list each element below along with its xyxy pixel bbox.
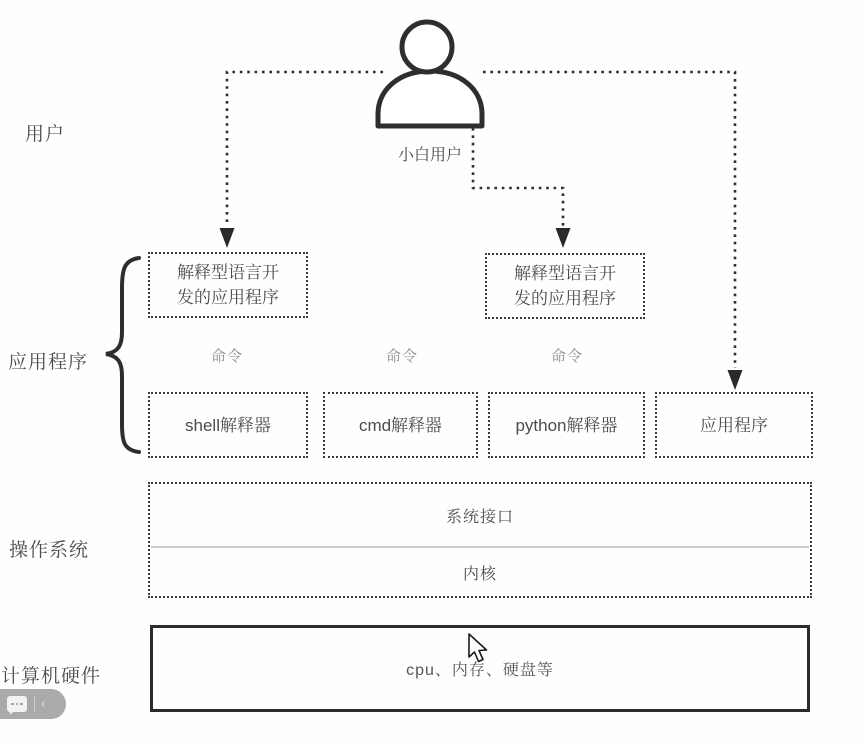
command-label-1: 命令 <box>210 348 243 365</box>
collapse-chevron-icon[interactable]: ‹ <box>41 695 46 712</box>
arrowhead-left-app <box>220 228 235 248</box>
layer-label-os: 操作系统 <box>9 540 90 561</box>
box-cmd-interpreter <box>323 392 478 458</box>
arrowhead-app-program <box>728 370 743 390</box>
command-label-2: 命令 <box>385 348 418 365</box>
box-text: python解释器 <box>515 415 618 435</box>
layer-label-user: 用户 <box>25 124 66 145</box>
actor-label: 小白用户 <box>397 147 462 164</box>
box-text-line: 解释型语言开 <box>514 264 616 283</box>
box-text: shell解释器 <box>185 415 271 435</box>
box-python-interpreter <box>488 392 645 458</box>
os-kernel: 内核 <box>462 565 497 583</box>
connector-user-to-left-app <box>227 72 383 226</box>
arrowhead-right-app <box>556 228 571 248</box>
overlay-toolbar <box>0 689 66 719</box>
box-text: 应用程序 <box>700 415 768 435</box>
toolbar-separator <box>34 696 35 712</box>
box-text: cmd解释器 <box>358 415 443 435</box>
layer-label-apps: 应用程序 <box>8 352 89 373</box>
box-text-line: 发的应用程序 <box>177 288 279 307</box>
box-operating-system <box>148 482 812 598</box>
box-interpreted-app-right <box>485 253 645 319</box>
box-hardware <box>150 625 810 712</box>
chat-bubble-icon[interactable] <box>7 696 27 712</box>
connector-user-to-app-program <box>483 72 735 368</box>
chat-dot <box>11 703 14 706</box>
box-shell-interpreter <box>148 392 308 458</box>
os-system-interface: 系统接口 <box>445 508 514 526</box>
box-interpreted-app-left <box>148 252 308 318</box>
hardware-text: cpu、内存、硬盘等 <box>406 662 554 679</box>
user-icon <box>378 22 482 126</box>
box-text-line: 解释型语言开 <box>177 263 279 282</box>
chat-dot <box>20 703 23 706</box>
layer-label-hardware: 计算机硬件 <box>1 666 102 687</box>
chat-bubble-tail <box>10 711 14 715</box>
curly-brace <box>106 258 139 452</box>
command-label-3: 命令 <box>550 348 583 365</box>
chat-dot <box>16 703 19 706</box>
connector-user-to-right-app <box>473 128 563 226</box>
box-text-line: 发的应用程序 <box>514 289 616 308</box>
box-application-program <box>655 392 813 458</box>
